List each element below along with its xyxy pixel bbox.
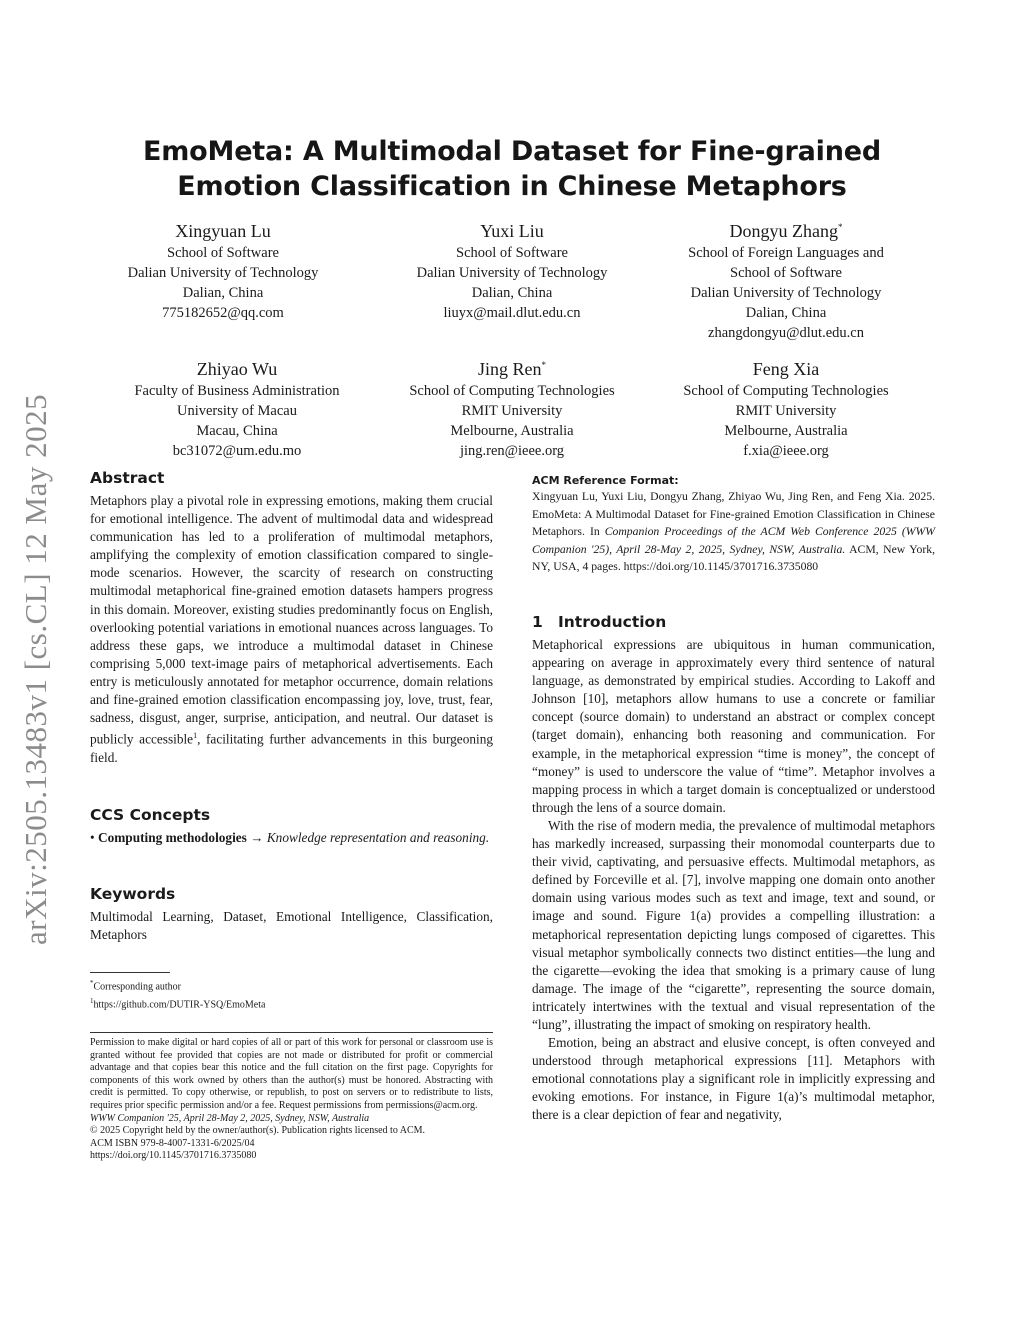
introduction-heading: 1 Introduction	[532, 613, 667, 631]
keywords-section	[90, 884, 493, 944]
permission-rule	[90, 1032, 493, 1033]
footnote-rule	[90, 972, 170, 973]
venue-line: WWW Companion '25, April 28-May 2, 2025, Sydney, NSW, Australia	[90, 1112, 370, 1124]
intro-paragraph: With the rise of modern media, the prevalence of multimodal metaphors has markedly increased, surpassing their monomodal counterparts due to their vivid, captivating, and persuasive effects. Multimodal metaphors, as defined by Forceville et al. [7], involve mapping one domain onto another domain using various modes such as text and image, text and sound, or image and sound. Figure 1(a) provides a compelling illustration: a metaphorical representation depicting lungs composed of cigarettes. This visual metaphor symbolically connects two distinct entities—the lung and the cigarette—evoking the idea that smoking is a primary cause of lung damage. The image of the “cigarette”, representing the source domain, intricately intertwines with the textual and visual representation of the “lung”, illustrating the impact of smoking on respiratory health.	[532, 817, 935, 1032]
author-affiliation: RMIT University	[461, 403, 563, 419]
author-affiliation: School of Software	[456, 245, 568, 261]
author-affiliation: School of Software	[730, 265, 842, 281]
author-name: Dongyu Zhang*	[729, 221, 843, 241]
author-email: 775182652@qq.com	[162, 305, 284, 321]
author-block	[646, 354, 926, 461]
permission-text: Permission to make digital or hard copies of all or part of this work for personal or classroom use is granted without fee provided that copies are not made or distributed for profit or commercial advantage and that copies bear this notice and the full citation on the first page. Copyrights for components of this work owned by others than the author(s) must be honored. Abstracting with credit is permitted. To copy otherwise, or republish, to post on servers or to redistribute to lists, requires prior specific permission and/or a fee. Request permissions from permissions@acm.org.	[90, 1037, 493, 1111]
isbn-line: ACM ISBN 979-8-4007-1331-6/2025/04	[90, 1137, 255, 1149]
author-name: Jing Ren*	[477, 359, 546, 379]
author-location: Melbourne, Australia	[724, 423, 848, 439]
author-location: Dalian, China	[745, 305, 827, 321]
footnotes	[90, 976, 493, 1013]
keywords-text: Multimodal Learning, Dataset, Emotional Intelligence, Classification, Metaphors	[90, 909, 493, 943]
author-block	[372, 354, 652, 461]
author-affiliation: Dalian University of Technology	[416, 265, 608, 281]
author-block	[372, 216, 652, 323]
author-affiliation: Dalian University of Technology	[690, 285, 882, 301]
paper-title: EmoMeta: A Multimodal Dataset for Fine-grained Emotion Classification in Chinese Metaphors	[143, 136, 881, 202]
author-email: zhangdongyu@dlut.edu.cn	[708, 325, 864, 341]
intro-paragraph: Emotion, being an abstract and elusive concept, is often conveyed and understood through metaphorical expressions [11]. Metaphors with emotional connotations play a significant role in implicitly expressing and evoking emotions. For instance, in Figure 1(a)’s multimodal metaphor, there is a clear depiction of fear and negativity,	[532, 1035, 935, 1123]
author-email: f.xia@ieee.org	[743, 443, 829, 459]
introduction-section	[532, 612, 935, 1125]
author-affiliation: School of Computing Technologies	[409, 383, 615, 399]
intro-paragraph: Metaphorical expressions are ubiquitous in human communication, appearing on average in approximately every third sentence of natural language, as demonstrated by empirical studies. According to Lakoff and Johnson [10], metaphors allow humans to use a concrete or familiar concept (source domain) to understand an abstract or complex concept (target domain), enhancing both reasoning and communication. For example, in the metaphorical expression “time is money”, the concept of “money” is used to underscore the value of “time”. Metaphor involves a mapping process in which a target domain is conceptualized or understood through the lens of a source domain.	[532, 637, 935, 815]
ccs-section	[90, 805, 493, 847]
doi-line: https://doi.org/10.1145/3701716.3735080	[90, 1150, 257, 1162]
arxiv-stamp: arXiv:2505.13483v1 [cs.CL] 12 May 2025	[18, 393, 53, 945]
author-block	[646, 216, 926, 343]
author-email: jing.ren@ieee.org	[459, 443, 565, 459]
permission-block	[90, 1037, 493, 1163]
author-affiliation: RMIT University	[735, 403, 837, 419]
author-affiliation: Dalian University of Technology	[127, 265, 319, 281]
acm-reference-heading: ACM Reference Format:	[532, 474, 679, 487]
acm-reference	[532, 473, 935, 576]
author-name: Feng Xia	[752, 359, 820, 379]
keywords-heading: Keywords	[90, 885, 176, 903]
footnote-item: $^1$https://github.com/DUTIR-YSQ/EmoMeta	[90, 997, 266, 1011]
author-email: bc31072@um.edu.mo	[172, 443, 302, 459]
author-name: Yuxi Liu	[480, 221, 544, 241]
acm-reference-text: Xingyuan Lu, Yuxi Liu, Dongyu Zhang, Zhiyao Wu, Jing Ren, and Feng Xia. 2025. EmoMeta: A Multimodal Dataset for Fine-grained Emotion Classification in Chinese Metaphors. In Companion Proceedings of the ACM Web Conference 2025 (WWW Companion '25), April 28-May 2, 2025, Sydney, NSW, Australia. ACM, New York, NY, USA, 4 pages. https://doi.org/10.1145/3701716.3735080	[532, 490, 935, 573]
author-affiliation: School of Foreign Languages and	[688, 245, 884, 261]
author-affiliation: Faculty of Business Administration	[134, 383, 340, 399]
author-affiliation: University of Macau	[177, 403, 297, 419]
author-location: Melbourne, Australia	[450, 423, 574, 439]
author-name: Zhiyao Wu	[196, 359, 278, 379]
copyright-line: © 2025 Copyright held by the owner/author(s). Publication rights licensed to ACM.	[90, 1125, 426, 1137]
abstract-heading: Abstract	[90, 469, 165, 487]
author-name: Xingyuan Lu	[175, 221, 271, 241]
author-affiliation: School of Computing Technologies	[683, 383, 889, 399]
ccs-heading: CCS Concepts	[90, 806, 211, 824]
abstract-text: Metaphors play a pivotal role in expressing emotions, making them crucial for emotional intelligence. The advent of multimodal data and widespread communication has led to a proliferation of multimodal metaphors, amplifying the complexity of emotion classification compared to single-mode scenarios. However, the scarcity of research on constructing multimodal metaphorical fine-grained emotion datasets hampers progress in this domain. Moreover, existing studies predominantly focus on English, overlooking potential variations in emotional nuances across languages. To address these gaps, we introduce a multimodal dataset in Chinese comprising 5,000 text-image pairs of metaphorical advertisements. Each entry is meticulously annotated for metaphor occurrence, domain relations and fine-grained emotion classification encompassing joy, love, trust, fear, sadness, disgust, anger, surprise, anticipation, and neutral. Our dataset is publicly accessible$^1$, facilitating further advancements in this burgeoning field.	[90, 493, 493, 765]
author-location: Dalian, China	[182, 285, 264, 301]
author-affiliation: School of Software	[167, 245, 279, 261]
author-location: Dalian, China	[471, 285, 553, 301]
ccs-text: • Computing methodologies → Knowledge representation and reasoning.	[90, 830, 490, 845]
abstract-section	[90, 468, 493, 767]
author-block	[83, 216, 363, 323]
author-location: Macau, China	[196, 423, 278, 439]
author-block	[97, 354, 377, 461]
footnote-item: *Corresponding author	[90, 979, 181, 993]
author-email: liuyx@mail.dlut.edu.cn	[443, 305, 581, 321]
